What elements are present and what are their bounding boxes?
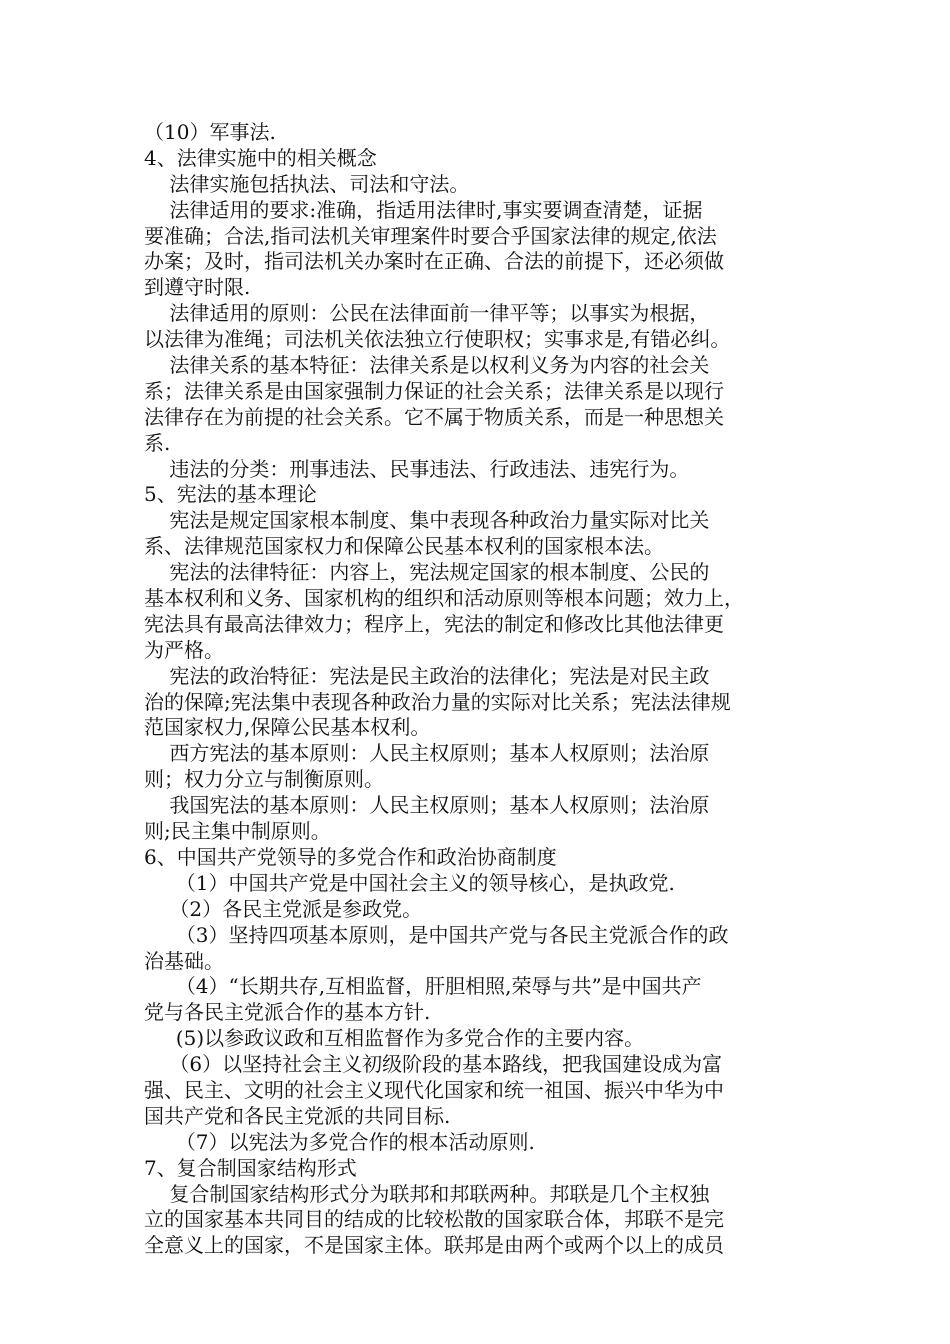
text-line: 宪法的法律特征：内容上，宪法规定国家的根本制度、公民的	[144, 560, 710, 585]
text-line: 强、民主、文明的社会主义现代化国家和统一祖国、振兴中华为中	[144, 1077, 724, 1102]
text-line: 办案；及时，指司法机关办案时在正确、合法的前提下，还必须做	[144, 249, 724, 274]
text-line: 到遵守时限.	[144, 275, 251, 300]
text-line: 党与各民主党派合作的基本方针.	[144, 1000, 431, 1025]
text-line: 系.	[144, 430, 171, 455]
text-line: （10）军事法.	[144, 120, 276, 144]
text-line: （3）坚持四项基本原则，是中国共产党与各民主党派合作的政	[144, 922, 729, 947]
text-line: 我国宪法的基本原则：人民主权原则；基本人权原则；法治原	[144, 793, 710, 818]
text-line: (5)以参政议政和互相监督作为多党合作的主要内容。	[144, 1026, 645, 1051]
section-heading: 6、中国共产党领导的多党合作和政治协商制度	[144, 844, 557, 869]
text-line: 宪法的政治特征：宪法是民主政治的法律化；宪法是对民主政	[144, 663, 710, 688]
text-line: 基本权利和义务、国家机构的组织和活动原则等根本问题；效力上，	[144, 586, 744, 611]
text-line: （6）以坚持社会主义初级阶段的基本路线，把我国建设成为富	[144, 1052, 723, 1077]
text-line: 则;民主集中制原则。	[144, 819, 331, 844]
text-line: 范国家权力,保障公民基本权利。	[144, 715, 431, 740]
text-line: 国共产党和各民主党派的共同目标.	[144, 1103, 451, 1128]
text-line: （2）各民主党派是参政党。	[144, 896, 423, 921]
text-line: 立的国家基本共同目的结成的比较松散的国家联合体，邦联不是完	[144, 1207, 724, 1232]
text-line: 法律关系的基本特征：法律关系是以权利义务为内容的社会关	[144, 353, 710, 378]
text-line: 全意义上的国家，不是国家主体。联邦是由两个或两个以上的成员	[144, 1233, 724, 1258]
text-line: 系；法律关系是由国家强制力保证的社会关系；法律关系是以现行	[144, 378, 724, 403]
text-line: 西方宪法的基本原则：人民主权原则；基本人权原则；法治原	[144, 741, 710, 766]
text-line: 复合制国家结构形式分为联邦和邦联两种。邦联是几个主权独	[144, 1181, 710, 1206]
text-line: 宪法是规定国家根本制度、集中表现各种政治力量实际对比关	[144, 508, 710, 533]
section-heading: 7、复合制国家结构形式	[144, 1155, 357, 1180]
text-line: 则；权力分立与制衡原则。	[144, 767, 384, 792]
text-line: 违法的分类：刑事违法、民事违法、行政违法、违宪行为。	[144, 456, 690, 481]
text-line: 法律适用的原则：公民在法律面前一律平等；以事实为根据，	[144, 301, 710, 326]
document-body	[144, 120, 808, 1259]
section-heading: 4、法律实施中的相关概念	[144, 145, 377, 170]
text-line: 宪法具有最高法律效力；程序上，宪法的制定和修改比其他法律更	[144, 611, 724, 636]
text-line: （7）以宪法为多党合作的根本活动原则.	[144, 1129, 535, 1154]
text-line: （4）“长期共存,互相监督，肝胆相照,荣辱与共”是中国共产	[144, 974, 702, 999]
text-line: 治基础。	[144, 948, 224, 973]
section-heading: 5、宪法的基本理论	[144, 482, 317, 507]
text-line: 法律存在为前提的社会关系。它不属于物质关系，而是一种思想关	[144, 404, 724, 429]
text-line: 为严格。	[144, 637, 224, 662]
text-line: 系、法律规范国家权力和保障公民基本权利的国家根本法。	[144, 534, 664, 559]
text-line: 治的保障;宪法集中表现各种政治力量的实际对比关系；宪法法律规	[144, 689, 731, 714]
text-line: 法律实施包括执法、司法和守法。	[144, 171, 470, 196]
text-line: （1）中国共产党是中国社会主义的领导核心，是执政党.	[144, 870, 675, 895]
text-line: 法律适用的要求:准确，指适用法律时,事实要调查清楚，证据	[144, 197, 703, 222]
text-line: 以法律为准绳；司法机关依法独立行使职权；实事求是,有错必纠。	[144, 327, 731, 352]
text-line: 要准确；合法,指司法机关审理案件时要合乎国家法律的规定,依法	[144, 223, 717, 248]
